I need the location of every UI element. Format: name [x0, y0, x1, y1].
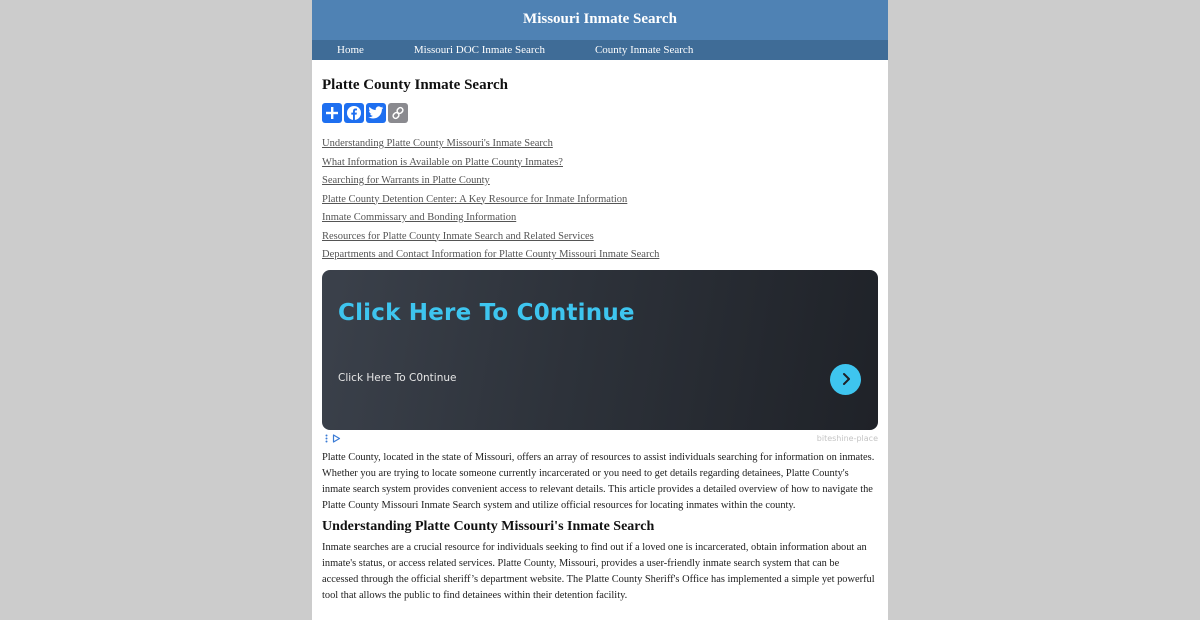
- nav-item-missouri-doc-inmate-search[interactable]: Missouri DOC Inmate Search: [413, 44, 545, 56]
- ad-subtext[interactable]: Click Here To C0ntinue: [338, 371, 457, 384]
- toc-link-warrants[interactable]: Searching for Warrants in Platte County: [322, 175, 490, 186]
- ad-continue-button[interactable]: [830, 364, 861, 395]
- ad-choices-icon: [332, 434, 341, 443]
- twitter-share-button[interactable]: [366, 103, 386, 123]
- toc-item: [322, 246, 878, 265]
- toc-link-understanding[interactable]: Understanding Platte County Missouri's Inmate Search: [322, 138, 553, 149]
- main-content: [312, 76, 888, 604]
- toc-link-commissary-bonding[interactable]: Inmate Commissary and Bonding Information: [322, 212, 517, 223]
- toc-link-resources[interactable]: Resources for Platte County Inmate Search and Related Services: [322, 230, 594, 242]
- toc-link-departments-contact[interactable]: Departments and Contact Information for Platte County Missouri Inmate Search: [322, 249, 660, 260]
- nav-item-county-inmate-search[interactable]: County Inmate Search: [594, 44, 694, 56]
- ad-info-icon: [325, 434, 328, 443]
- toc-item: [322, 154, 878, 173]
- toc-item: [322, 209, 878, 228]
- twitter-icon: [368, 106, 384, 120]
- share-button[interactable]: [322, 103, 342, 123]
- copy-link-button[interactable]: [388, 103, 408, 123]
- toc-link-detention-center[interactable]: Platte County Detention Center: A Key Resource for Inmate Information: [322, 193, 628, 205]
- section-heading-understanding: Understanding Platte County Missouri's Inmate Search: [322, 518, 655, 534]
- facebook-icon: [346, 105, 362, 121]
- ad-headline[interactable]: Click Here To C0ntinue: [338, 299, 635, 326]
- page-container: [312, 0, 888, 620]
- toc-item: [322, 228, 878, 247]
- share-bar: [322, 103, 878, 123]
- main-nav: [312, 40, 888, 60]
- ad-footer: [322, 430, 878, 448]
- site-title[interactable]: Missouri Inmate Search: [523, 11, 677, 27]
- facebook-share-button[interactable]: [344, 103, 364, 123]
- section-paragraph: Inmate searches are a crucial resource for individuals seeking to find out if a loved one is incarcerated, obtain information about an inmate's status, or access related services. Platte County, Missouri, provides a user-friendly inmate search system that can be accessed through the official sheriff’s department website. The Platte County Sheriff's Office has implemented a simple yet powerful tool that allows the public to find detainees within their detention facility.: [322, 541, 875, 601]
- ad-source[interactable]: biteshine-place: [816, 434, 878, 443]
- page-title: Platte County Inmate Search: [322, 77, 508, 93]
- toc-item: [322, 172, 878, 191]
- toc-item: [322, 191, 878, 210]
- chevron-right-icon: [840, 372, 852, 386]
- toc-link-information-available[interactable]: What Information is Available on Platte County Inmates?: [322, 156, 563, 168]
- ad-choices[interactable]: [322, 434, 341, 443]
- plus-icon: [325, 106, 339, 120]
- table-of-contents: [322, 135, 878, 265]
- ad-banner[interactable]: [322, 270, 878, 430]
- site-header: [312, 0, 888, 40]
- toc-item: [322, 135, 878, 154]
- nav-item-home[interactable]: Home: [337, 44, 364, 56]
- intro-paragraph: Platte County, located in the state of Missouri, offers an array of resources to assist individuals searching for information on inmates. Whether you are trying to locate someone currently incarcerated or you need to get details regarding detainees, Platte County's inmate search system provides convenient access to relevant details. This article provides a detailed overview of how to navigate the Platte County Missouri Inmate Search system and utilize official resources for locating inmates within the county.: [322, 451, 875, 511]
- link-icon: [391, 106, 405, 120]
